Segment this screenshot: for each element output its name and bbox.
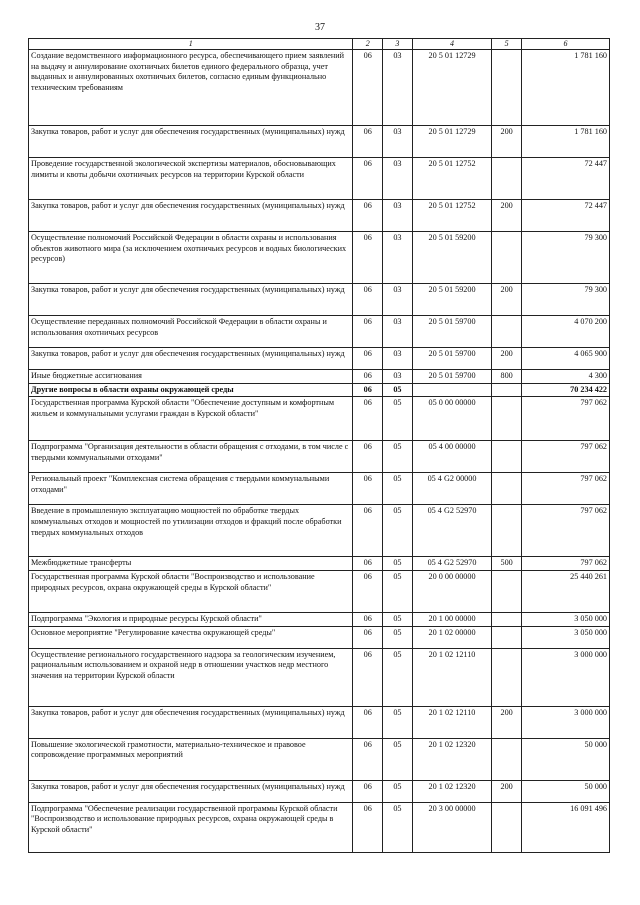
row-amount: 797 062 [521,557,609,571]
row-expense-type: 500 [492,557,522,571]
row-subsection: 03 [383,158,413,200]
row-section: 06 [353,626,383,648]
table-row [29,505,610,557]
row-expense-type [492,158,522,200]
row-target-item: 20 5 01 59700 [412,348,492,370]
row-expense-type: 200 [492,348,522,370]
table-row [29,316,610,348]
table-row [29,370,610,384]
table-row [29,284,610,316]
row-amount: 50 000 [521,738,609,780]
row-target-item: 20 5 01 12752 [412,200,492,232]
row-section: 06 [353,802,383,852]
row-target-item: 20 5 01 59200 [412,232,492,284]
row-expense-type [492,802,522,852]
row-expense-type [492,612,522,626]
row-subsection: 05 [383,473,413,505]
table-row [29,50,610,126]
row-subsection: 03 [383,316,413,348]
row-amount: 797 062 [521,473,609,505]
row-subsection: 05 [383,557,413,571]
row-target-item: 20 5 01 12729 [412,126,492,158]
row-expense-type [492,50,522,126]
row-target-item: 20 5 01 12752 [412,158,492,200]
budget-table [28,38,610,853]
row-subsection: 03 [383,232,413,284]
row-section: 06 [353,706,383,738]
row-amount: 16 091 496 [521,802,609,852]
row-section: 06 [353,316,383,348]
row-amount: 797 062 [521,441,609,473]
row-name: Осуществление переданных полномочий Российской Федерации в области охраны и использования охотничьих ресурсов [29,316,353,348]
row-section: 06 [353,441,383,473]
table-row [29,397,610,441]
row-name: Другие вопросы в области охраны окружающей среды [29,383,353,397]
row-section: 06 [353,505,383,557]
table-row [29,232,610,284]
row-target-item: 20 1 02 12110 [412,648,492,706]
row-amount: 72 447 [521,200,609,232]
row-expense-type: 200 [492,126,522,158]
row-section: 06 [353,348,383,370]
row-expense-type [492,505,522,557]
row-expense-type [492,383,522,397]
row-expense-type: 200 [492,780,522,802]
row-amount: 3 000 000 [521,648,609,706]
row-target-item: 20 1 00 00000 [412,612,492,626]
table-row [29,780,610,802]
col-header-name: 1 [29,39,353,50]
row-subsection: 03 [383,126,413,158]
table-row [29,126,610,158]
row-section: 06 [353,557,383,571]
row-target-item: 20 5 01 59700 [412,370,492,384]
row-section: 06 [353,232,383,284]
row-amount: 25 440 261 [521,570,609,612]
row-name: Введение в промышленную эксплуатацию мощностей по обработке твердых коммунальных отходов и мощностей по утилизации отходов и фракций после обработки твердых коммунальных отходов [29,505,353,557]
row-subsection: 05 [383,441,413,473]
col-header-subsection: 3 [383,39,413,50]
table-row [29,706,610,738]
row-section: 06 [353,738,383,780]
row-target-item: 05 0 00 00000 [412,397,492,441]
row-subsection: 05 [383,505,413,557]
row-name: Осуществление регионального государственного надзора за геологическим изучением, рациональным использованием и охраной недр в отношении участков недр местного значения на территории Курской области [29,648,353,706]
col-header-amount: 6 [521,39,609,50]
table-header-row [29,39,610,50]
table-row [29,626,610,648]
row-subsection: 05 [383,383,413,397]
table-row [29,158,610,200]
row-amount: 3 000 000 [521,706,609,738]
row-target-item: 20 1 02 12320 [412,780,492,802]
row-expense-type [492,626,522,648]
col-header-section: 2 [353,39,383,50]
row-name: Закупка товаров, работ и услуг для обеспечения государственных (муниципальных) нужд [29,284,353,316]
row-amount: 3 050 000 [521,626,609,648]
row-subsection: 05 [383,706,413,738]
row-expense-type [492,441,522,473]
row-subsection: 03 [383,200,413,232]
row-target-item: 20 1 02 00000 [412,626,492,648]
row-section: 06 [353,612,383,626]
row-section: 06 [353,158,383,200]
row-subsection: 05 [383,738,413,780]
row-amount: 4 065 900 [521,348,609,370]
row-section: 06 [353,397,383,441]
row-expense-type: 800 [492,370,522,384]
row-section: 06 [353,780,383,802]
table-row [29,557,610,571]
row-name: Подпрограмма "Обеспечение реализации государственной программы Курской области "Воспроизводство и использование природных ресурсов, охрана окружающей среды в Курской области" [29,802,353,852]
row-target-item: 20 3 00 00000 [412,802,492,852]
row-subsection: 05 [383,802,413,852]
row-target-item: 20 5 01 59200 [412,284,492,316]
row-section: 06 [353,50,383,126]
row-target-item: 05 4 G2 00000 [412,473,492,505]
row-amount: 1 781 160 [521,126,609,158]
row-expense-type: 200 [492,284,522,316]
row-amount: 797 062 [521,397,609,441]
table-row [29,612,610,626]
row-amount: 797 062 [521,505,609,557]
row-target-item: 20 1 02 12320 [412,738,492,780]
row-name: Региональный проект "Комплексная система обращения с твердыми коммунальными отходами" [29,473,353,505]
row-name: Подпрограмма "Организация деятельности в области обращения с отходами, в том числе с твердыми коммунальными отходами" [29,441,353,473]
page-number: 37 [315,22,325,33]
row-subsection: 05 [383,648,413,706]
row-section: 06 [353,284,383,316]
row-name: Создание ведомственного информационного ресурса, обеспечивающего прием заявлений на выдачу и аннулирование охотничьих билетов единого федерального образца, учет выданных и аннулированных охотничьих билетов, согласно единым функционально техническим требованиям [29,50,353,126]
row-subsection: 03 [383,348,413,370]
row-target-item: 05 4 G2 52970 [412,505,492,557]
row-name: Иные бюджетные ассигнования [29,370,353,384]
row-section: 06 [353,383,383,397]
row-section: 06 [353,370,383,384]
row-name: Повышение экологической грамотности, материально-техническое и правовое сопровождение программных мероприятий [29,738,353,780]
row-amount: 1 781 160 [521,50,609,126]
row-target-item: 20 1 02 12110 [412,706,492,738]
col-header-expense-type: 5 [492,39,522,50]
row-subsection: 05 [383,612,413,626]
row-amount: 4 300 [521,370,609,384]
row-expense-type [492,648,522,706]
row-name: Государственная программа Курской области "Обеспечение доступным и комфортным жильем и коммунальными услугами граждан в Курской области" [29,397,353,441]
row-expense-type: 200 [492,706,522,738]
row-amount: 79 300 [521,232,609,284]
row-amount: 79 300 [521,284,609,316]
row-target-item: 05 4 G2 52970 [412,557,492,571]
table-row [29,348,610,370]
row-name: Межбюджетные трансферты [29,557,353,571]
table-row [29,570,610,612]
row-expense-type: 200 [492,200,522,232]
row-amount: 50 000 [521,780,609,802]
row-target-item: 20 5 01 12729 [412,50,492,126]
row-target-item [412,383,492,397]
row-subsection: 05 [383,397,413,441]
row-name: Осуществление полномочий Российской Федерации в области охраны и использования объектов животного мира (за исключением охотничьих ресурсов и водных биологических ресурсов) [29,232,353,284]
row-name: Подпрограмма "Экология и природные ресурсы Курской области" [29,612,353,626]
row-name: Основное мероприятие "Регулирование качества окружающей среды" [29,626,353,648]
table-row [29,441,610,473]
table-row [29,473,610,505]
row-target-item: 20 5 01 59700 [412,316,492,348]
row-name: Закупка товаров, работ и услуг для обеспечения государственных (муниципальных) нужд [29,348,353,370]
row-name: Государственная программа Курской области "Воспроизводство и использование природных ресурсов, охрана окружающей среды в Курской области" [29,570,353,612]
row-subsection: 03 [383,50,413,126]
table-row [29,802,610,852]
row-expense-type [492,738,522,780]
row-target-item: 05 4 00 00000 [412,441,492,473]
table-row [29,200,610,232]
row-section: 06 [353,200,383,232]
row-name: Закупка товаров, работ и услуг для обеспечения государственных (муниципальных) нужд [29,780,353,802]
row-name: Закупка товаров, работ и услуг для обеспечения государственных (муниципальных) нужд [29,706,353,738]
row-expense-type [492,570,522,612]
row-expense-type [492,316,522,348]
row-expense-type [492,232,522,284]
table-row [29,738,610,780]
row-subsection: 05 [383,780,413,802]
row-amount: 72 447 [521,158,609,200]
table-body [29,50,610,853]
row-subsection: 03 [383,284,413,316]
row-section: 06 [353,126,383,158]
row-subsection: 05 [383,570,413,612]
row-section: 06 [353,473,383,505]
row-subsection: 03 [383,370,413,384]
row-section: 06 [353,570,383,612]
col-header-target-item: 4 [412,39,492,50]
row-name: Закупка товаров, работ и услуг для обеспечения государственных (муниципальных) нужд [29,200,353,232]
row-expense-type [492,397,522,441]
row-amount: 3 050 000 [521,612,609,626]
row-name: Проведение государственной экологической экспертизы материалов, обосновывающих лимиты и квоты добычи охотничьих ресурсов на территории Курской области [29,158,353,200]
table-row [29,648,610,706]
row-section: 06 [353,648,383,706]
row-expense-type [492,473,522,505]
row-name: Закупка товаров, работ и услуг для обеспечения государственных (муниципальных) нужд [29,126,353,158]
row-amount: 4 070 200 [521,316,609,348]
row-subsection: 05 [383,626,413,648]
row-target-item: 20 0 00 00000 [412,570,492,612]
row-amount: 70 234 422 [521,383,609,397]
table-row [29,383,610,397]
